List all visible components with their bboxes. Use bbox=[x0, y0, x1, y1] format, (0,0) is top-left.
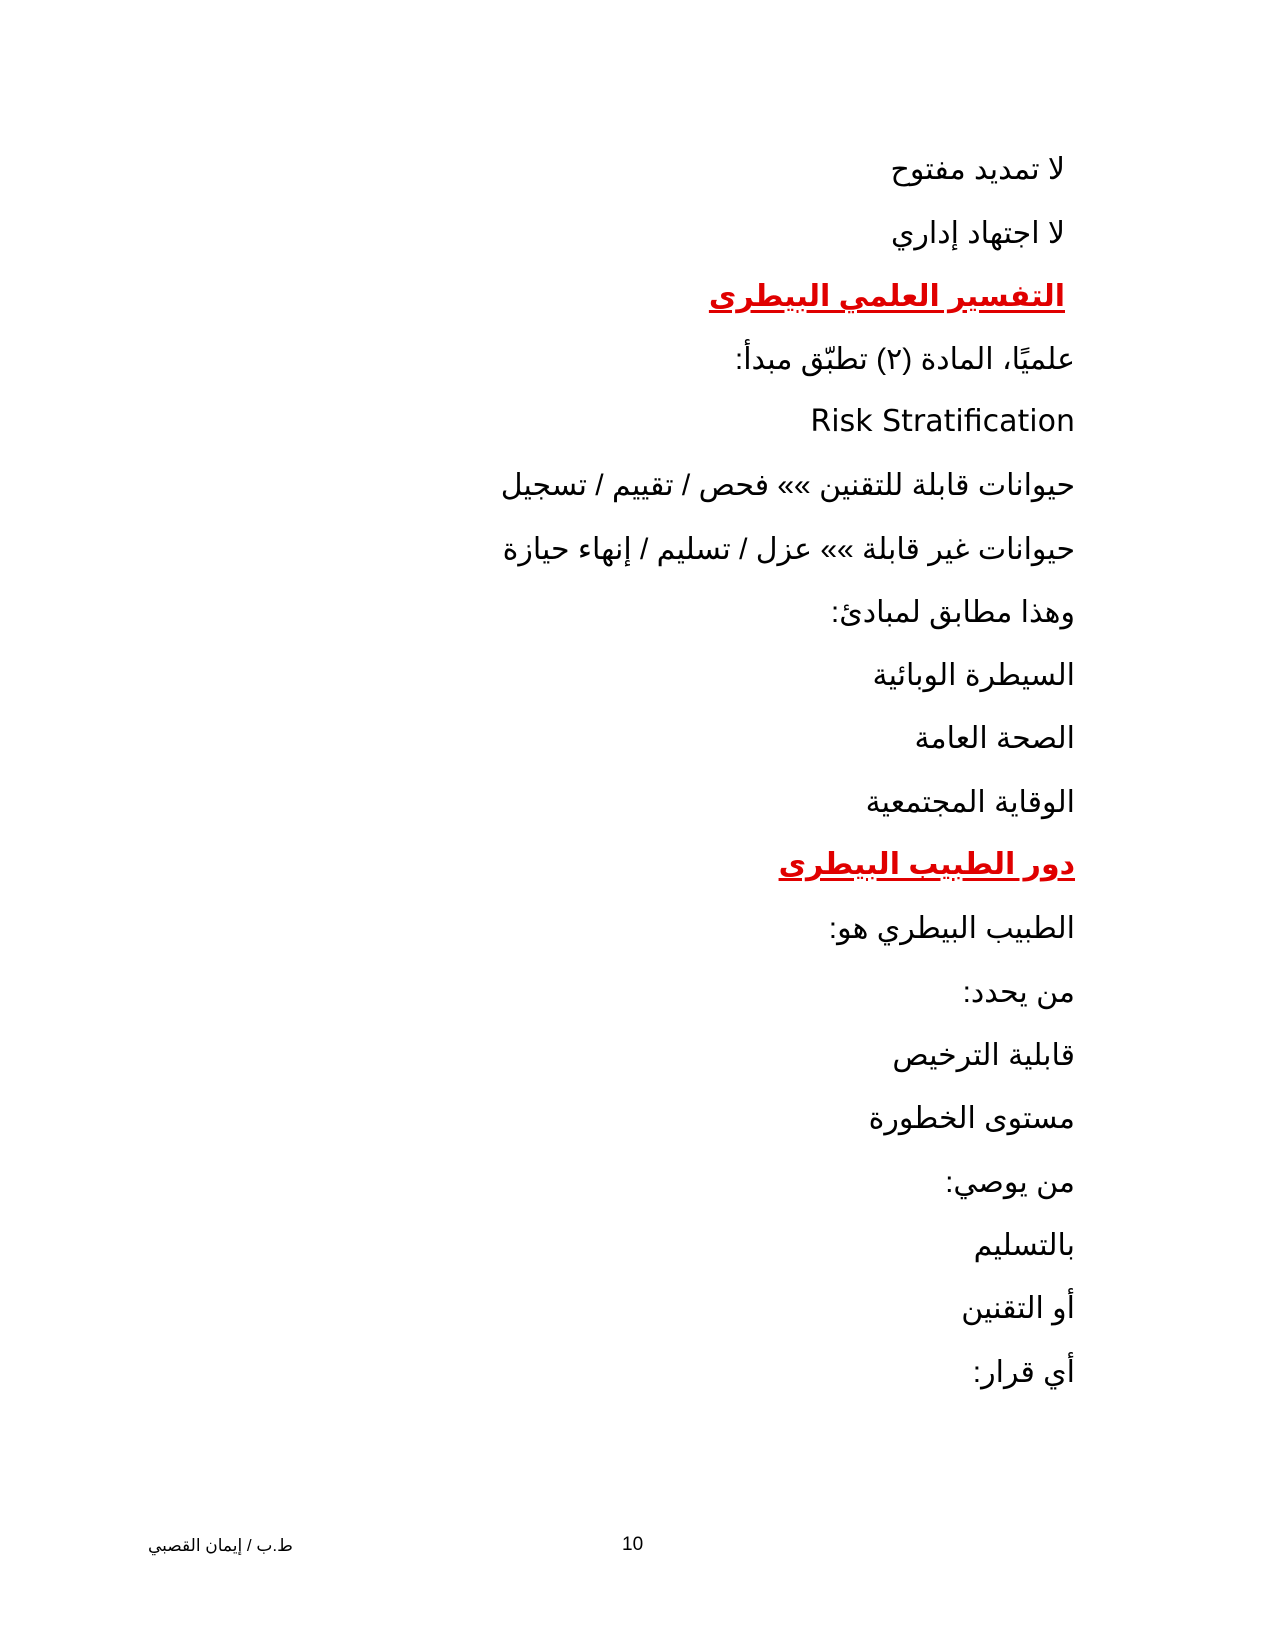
text-line-or-regulation: أو التقنين bbox=[961, 1292, 1075, 1325]
text-line-who-determines: من يحدد: bbox=[962, 976, 1075, 1009]
text-line-no-admin-discretion: لا اجتهاد إداري bbox=[890, 217, 1065, 250]
text-line-non-regulable-animals: حيوانات غير قابلة »» عزل / تسليم / إنهاء حيازة bbox=[502, 533, 1075, 566]
text-line-no-open-extension: لا تمديد مفتوح bbox=[890, 153, 1065, 186]
text-line-vet-is: الطبيب البيطري هو: bbox=[828, 912, 1075, 945]
text-line-any-decision: أي قرار: bbox=[972, 1356, 1075, 1389]
section-heading-vet-role: دور الطبيب البيطرى bbox=[778, 848, 1075, 881]
text-line-licensability: قابلية الترخيص bbox=[892, 1039, 1075, 1072]
text-line-surrender: بالتسليم bbox=[973, 1229, 1075, 1262]
footer-author: ط.ب / إيمان القصبي bbox=[148, 1536, 293, 1555]
text-line-matches-principles: وهذا مطابق لمبادئ: bbox=[830, 596, 1075, 629]
section-heading-scientific-interpretation: التفسير العلمي البيطرى bbox=[708, 280, 1065, 313]
text-line-risk-stratification: Risk Stratification bbox=[810, 404, 1075, 439]
text-line-public-health: الصحة العامة bbox=[914, 722, 1075, 755]
text-line-epidemic-control: السيطرة الوبائية bbox=[872, 659, 1075, 692]
text-line-article-2-principle: علميًا، المادة (٢) تطبّق مبدأ: bbox=[734, 343, 1075, 376]
text-line-regulable-animals: حيوانات قابلة للتقنين »» فحص / تقييم / تسجيل bbox=[500, 469, 1075, 502]
text-line-community-prevention: الوقاية المجتمعية bbox=[865, 786, 1075, 819]
text-line-who-recommends: من يوصي: bbox=[945, 1166, 1075, 1199]
page-number: 10 bbox=[622, 1534, 644, 1555]
text-line-risk-level: مستوى الخطورة bbox=[868, 1102, 1075, 1135]
